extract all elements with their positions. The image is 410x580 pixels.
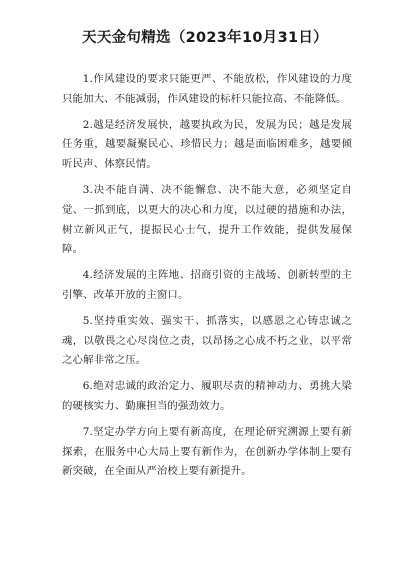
quote-item-7: 7.坚定办学方向上要有新高度，在理论研究溯源上要有新探索，在服务中心大局上要有新作为，在创新办学体制上要有新突破，在全面从严治校上要有新提升。 [62,425,352,478]
quote-list [62,70,352,488]
quote-item-2: 2.越是经济发展快，越要执政为民，发展为民；越是发展任务重，越要凝聚民心、珍惜民力；越是面临困难多，越要倾听民声、体察民情。 [62,118,352,171]
quote-item-5: 5.坚持重实效、强实干、抓落实，以感恩之心铸忠诚之魂，以敬畏之心尽岗位之责，以昂扬之心成不朽之业，以平常之心解非常之压。 [62,314,352,367]
document-title: 天天金句精选（2023年10月31日） [82,30,328,46]
quote-item-4: 4.经济发展的主阵地、招商引资的主战场、创新转型的主引擎、改革开放的主窗口。 [62,269,352,301]
quote-item-6: 6.绝对忠诚的政治定力、履职尽责的精神动力、勇挑大梁的硬核实力、勤廉担当的强劲效力。 [62,380,352,412]
quote-item-1: 1.作风建设的要求只能更严、不能放松，作风建设的力度只能加大、不能减弱，作风建设的标杆只能拉高、不能降低。 [62,73,352,105]
quote-item-3: 3.决不能自满、决不能懈怠、决不能大意，必须坚定自觉、一抓到底，以更大的决心和力度，以过硬的措施和办法，树立新风正气，提振民心士气，提升工作效能，提供发展保障。 [62,183,352,256]
